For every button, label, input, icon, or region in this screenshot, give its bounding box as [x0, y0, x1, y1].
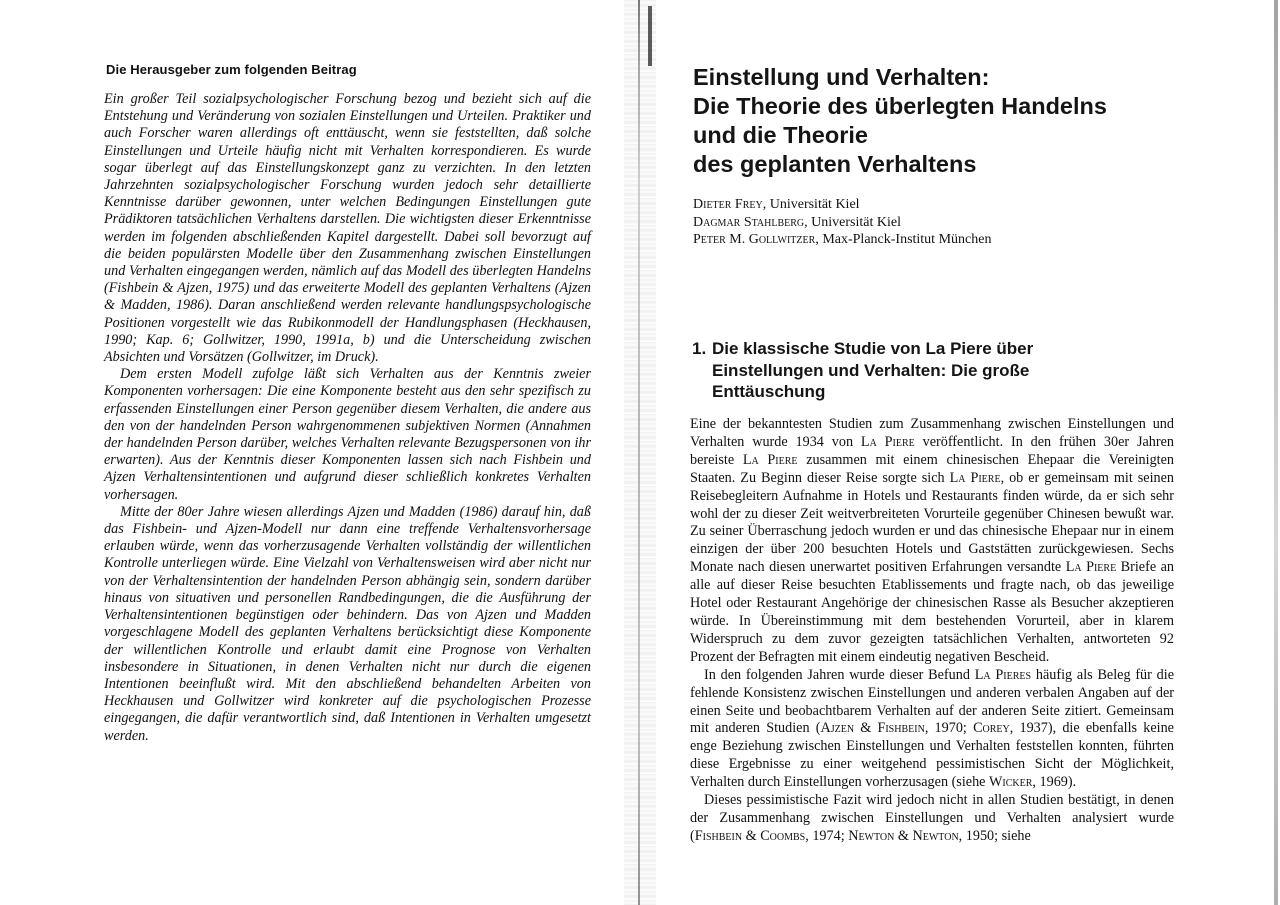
section-number: 1. — [692, 339, 707, 358]
body-paragraph-1 — [690, 416, 1174, 667]
author-1 — [693, 196, 1253, 214]
text-run: häufig als Beleg für die fehlende Konsistenz zwischen Einstellungen und anderen verbalen Angaben auf der einen Seite und beobachtbarem Verhalten auf der anderen Seite zitiert. Gemeinsam mit anderen Studien ( — [690, 666, 1174, 737]
editor-paragraph-2: Dem ersten Modell zufolge läßt sich Verhalten aus der Kenntnis zweier Komponenten vorhersagen: Die eine Komponente besteht aus den sehr spezifisch zu erfassenden Einstellungen einer Person gegenüber diesem Verhalten, die andere aus den von der handelnden Person wahrgenommenen subjektiven Normen (Annahmen der handelnden Person darüber, welches Verhalten relevante Bezugspersonen von ihr erwarten). Aus der Kenntnis dieser Komponenten lassen sich nach Fishbein und Ajzen Verhaltensintentionen und aufgrund dieser schließlich konkretes Verhalten vorhersagen. — [104, 366, 591, 503]
text-run: Eine der bekanntesten Studien zum Zusammenhang zwischen Einstellungen und Verhalten wurde 1934 von — [690, 416, 1174, 450]
text-run: zusammen mit einem chinesischen Ehepaar die Vereinigten Staaten. Zu Beginn dieser Reise sorgte sich — [690, 451, 1174, 486]
author-2 — [693, 214, 1253, 232]
cited-name: Newton & Newton — [848, 827, 959, 844]
editor-paragraph-3: Mitte der 80er Jahre wiesen allerdings Ajzen und Madden (1986) darauf hin, daß das Fishbein- und Ajzen-Modell nur dann eine treffende Verhaltensvorhersage erlauben würde, wenn das vorherzusagende Verhalten vollständig der willentlichen Kontrolle unterliegen würde. Eine Vielzahl von Verhaltensweisen wird aber nicht nur von der Verhaltensintention der handelnden Person abhängig sein, sondern darüber hinaus von situativen und personellen Randbedingungen, die die Ausführung der Verhaltensintentionen begünstigen oder behindern. Das von Ajzen und Madden vorgeschlagene Modell des geplanten Verhaltens berücksichtigt diese Komponente der willentlichen Kontrolle und erlaubt damit eine Prognose von Verhalten insbesondere in Situationen, in denen Verhalten nicht nur durch die eigenen Intentionen beeinflußt wird. Mit den abschließend behandelten Arbeiten von Heckhausen und Gollwitzer wird konkreter auf die psychologischen Prozesse eingegangen, die dafür verantwortlich sind, daß Intentionen in Verhalten umgesetzt werden. — [104, 503, 591, 744]
editor-text — [104, 91, 591, 745]
editor-paragraph-1: Ein großer Teil sozialpsychologischer Forschung bezog und bezieht sich auf die Entstehung und Veränderung von sozialen Einstellungen und Urteilen. Praktiker und auch Forscher waren allerdings oft enttäuscht, wenn sie feststellten, daß solche Einstellungen und Urteile häufig nicht mit Verhalten korrespondieren. Es wurde sogar überlegt auf das Einstellungskonzept ganz zu verzichten. In den letzten Jahrzehnten sozialpsychologischer Forschung wurden jedoch sehr detaillierte Kenntnisse darüber gewonnen, unter welchen Bedingungen Einstellungen gute Prädiktoren tatsächlichen Verhaltens darstellen. Die wichtigsten dieser Erkenntnisse werden im folgenden abschließenden Kapitel dargestellt. Dabei soll bevorzugt auf die beiden populärsten Modelle über den Zusammenhang zwischen Einstellungen und Verhalten eingegangen werden, nämlich auf das Modell des überlegten Handelns (Fishbein & Ajzen, 1975) und das erweiterte Modell des geplanten Verhaltens (Ajzen & Madden, 1986). Daran anschließend werden relevante handlungspsychologische Positionen vorgestellt wie das Rubikonmodell der Handlungsphasen (Heckhausen, 1990; Kap. 6; Gollwitzer, 1990, 1991a, b) und die Unterscheidung zwischen Absichten und Vorsätzen (Gollwitzer, im Druck). — [104, 91, 591, 366]
section-heading-line-3: Enttäuschung — [712, 382, 826, 401]
title-line-4: des geplanten Verhaltens — [693, 151, 977, 177]
title-line-3: und die Theorie — [693, 122, 868, 148]
text-run: , 1950; siehe — [958, 827, 1031, 844]
text-run: , 1974; — [805, 827, 849, 844]
cited-name: La Piere — [860, 433, 915, 450]
section-heading — [692, 338, 1212, 403]
text-run: Dieses pessimistische Fazit wird jedoch nicht in allen Studien bestätigt, in denen der Zusammenhang zwischen Einstellungen und Verhalten analysiert wurde ( — [690, 792, 1174, 844]
left-page — [0, 0, 630, 905]
cited-name: La Pieres — [974, 666, 1032, 683]
body-paragraph-3 — [690, 792, 1174, 846]
cited-name: La Piere — [1065, 559, 1117, 576]
section-heading-line-1: Die klassische Studie von La Piere über — [712, 339, 1034, 358]
text-run: , 1970; — [924, 720, 974, 737]
author-name: Dagmar Stahlberg — [693, 214, 805, 230]
author-affiliation: , Universität Kiel — [804, 214, 901, 230]
author-name: Dieter Frey — [693, 197, 763, 212]
author-3 — [693, 231, 1253, 249]
title-line-1: Einstellung und Verhalten: — [693, 64, 990, 90]
cited-name: Corey — [973, 720, 1010, 737]
text-run: , 1969). — [1032, 774, 1077, 791]
author-affiliation: , Max-Planck-Institut München — [815, 232, 992, 247]
cited-name: La Piere — [949, 469, 1001, 486]
author-name: Peter M. Gollwitzer — [693, 232, 816, 247]
text-run: , 1937), die ebenfalls keine enge Beziehung zwischen Einstellungen und Verhalten feststellen konnten, führten diese Ergebnisse zu einer weitgehend pessimistischen Sicht der Möglichkeit, Verhalten durch Einstellungen vorherzusagen (siehe — [690, 720, 1174, 791]
section-heading-line-2: Einstellungen und Verhalten: Die große — [712, 360, 1030, 380]
cited-name: Fishbein & Coombs — [694, 827, 806, 844]
cited-name: Wicker — [989, 774, 1033, 791]
text-run: Briefe an alle auf dieser Reise besuchten Etablissements und fragte nach, ob das jeweilige Hotel oder Restaurant Angehörige der chinesischen Rasse als Besucher akzeptieren würde. In Übereinstimmung mit dem bestehenden Vorurteil, aber in klarem Widerspruch zu dem zuvor gezeigten tatsächlichen Verhalten, antworteten 92 Prozent der Befragten mit einem eindeutig negativen Bescheid. — [690, 559, 1174, 665]
text-run: In den folgenden Jahren wurde dieser Befund — [704, 666, 975, 683]
cited-name: La Piere — [742, 451, 798, 468]
cited-name: Ajzen & Fishbein — [820, 720, 925, 737]
text-run: , ob er gemeinsam mit seinen Reisebegleitern Aufnahme in Hotels und Restaurants finden würde, da er sich sehr wohl der zu dieser Zeit weitverbreiteten Vorurteile gegenüber Chinesen bewußt war. Zu seiner Überraschung jedoch wurden er und das chinesische Ehepaar nur in einem einzigen der über 200 besuchten Hotels und Gaststätten zurückgewiesen. Sechs Monate nach diesen unerwartet positiven Erfahrungen versandte — [690, 469, 1174, 576]
title-line-2: Die Theorie des überlegten Handelns — [693, 93, 1107, 119]
body-text — [690, 416, 1174, 846]
body-paragraph-2 — [690, 667, 1174, 792]
text-run: veröffentlicht. In den frühen 30er Jahren bereiste — [690, 433, 1174, 468]
author-affiliation: , Universität Kiel — [762, 197, 860, 212]
author-list — [693, 196, 1253, 249]
chapter-title — [693, 63, 1253, 179]
editor-heading: Die Herausgeber zum folgenden Beitrag — [106, 62, 357, 77]
